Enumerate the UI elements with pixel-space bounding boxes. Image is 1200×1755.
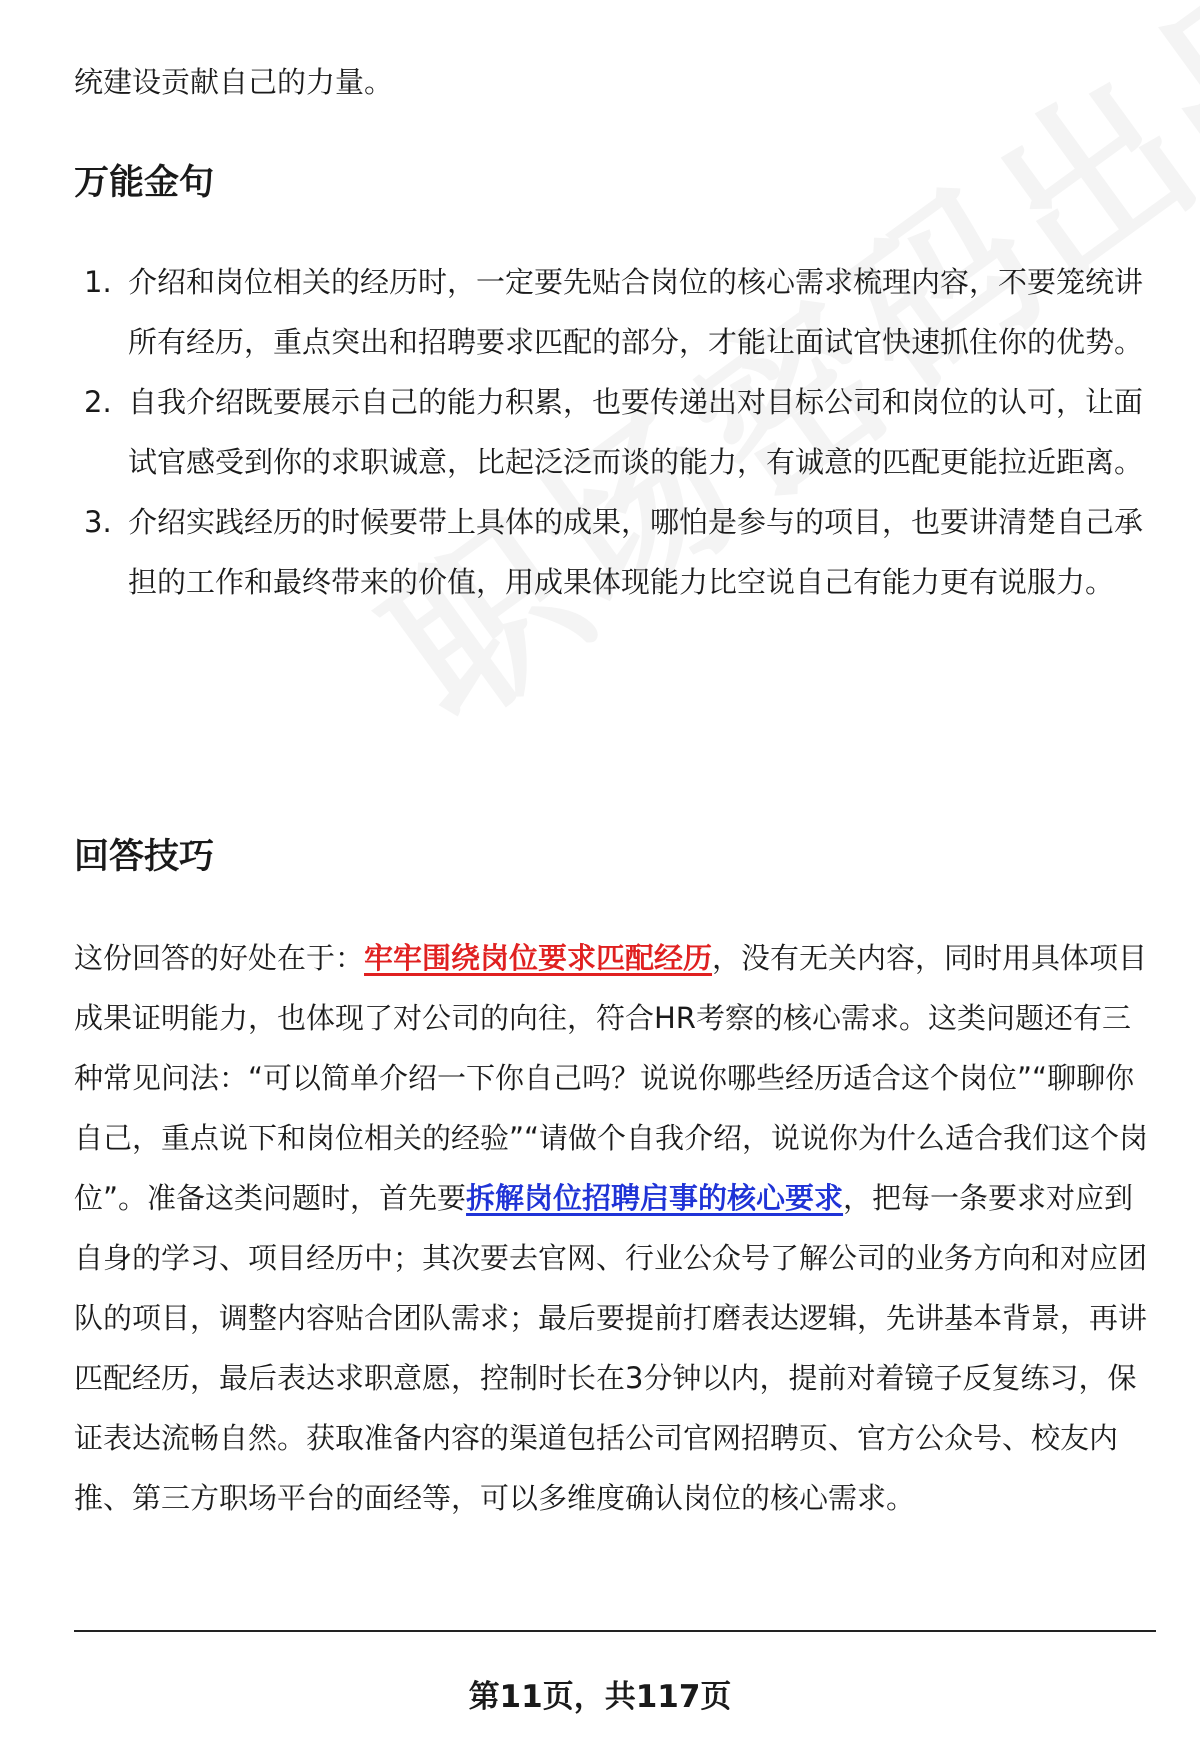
golden-sentences-list — [74, 252, 1149, 612]
answer-text-part-3: ，把每一条要求对应到自身的学习、项目经历中；其次要去官网、行业公众号了解公司的业务方向和对应团队的项目，调整内容贴合团队需求；最后要提前打磨表达逻辑，先讲基本背景，再讲匹配经历，最后表达求职意愿，控制时长在3分钟以内，提前对着镜子反复练习，保证表达流畅自然。获取准备内容的渠道包括公司官网招聘页、官方公众号、校友内推、第三方职场平台的面经等，可以多维度确认岗位的核心需求。 — [74, 1181, 1148, 1515]
answer-tips-paragraph — [74, 928, 1149, 1528]
answer-text-part-1: 这份回答的好处在于： — [74, 941, 365, 975]
footer-divider — [74, 1630, 1156, 1632]
list-item-text: 自我介绍既要展示自己的能力积累，也要传递出对目标公司和岗位的认可，让面试官感受到你的求职诚意，比起泛泛而谈的能力，有诚意的匹配更能拉近距离。 — [128, 385, 1144, 479]
intro-paragraph: 统建设贡献自己的力量。 — [74, 65, 394, 99]
page-number: 第11页，共117页 — [468, 1679, 732, 1715]
section-title-answer-tips: 回答技巧 — [74, 837, 215, 877]
list-item-number: 3. — [84, 505, 112, 539]
section-title-golden-sentences: 万能金句 — [74, 163, 215, 203]
answer-text-part-2: ，没有无关内容，同时用具体项目成果证明能力，也体现了对公司的向往，符合HR考察的核心需求。这类问题还有三种常见问法：“可以简单介绍一下你自己吗？说说你哪些经历适合这个岗位”“聊聊你自己，重点说下和岗位相关的经验”“请做个自我介绍，说说你为什么适合我们这个岗位”。准备这类问题时，首先要 — [74, 941, 1149, 1215]
list-item — [74, 372, 1149, 492]
list-item-number: 2. — [84, 385, 112, 419]
list-item-number: 1. — [84, 265, 112, 299]
list-item — [74, 492, 1149, 612]
highlight-red: 牢牢围绕岗位要求匹配经历 — [364, 941, 713, 975]
list-item — [74, 252, 1149, 372]
highlight-blue: 拆解岗位招聘启事的核心要求 — [466, 1181, 844, 1215]
list-item-text: 介绍和岗位相关的经历时，一定要先贴合岗位的核心需求梳理内容，不要笼统讲所有经历，重点突出和招聘要求匹配的部分，才能让面试官快速抓住你的优势。 — [128, 265, 1144, 359]
list-item-text: 介绍实践经历的时候要带上具体的成果，哪怕是参与的项目，也要讲清楚自己承担的工作和最终带来的价值，用成果体现能力比空说自己有能力更有说服力。 — [128, 505, 1144, 599]
